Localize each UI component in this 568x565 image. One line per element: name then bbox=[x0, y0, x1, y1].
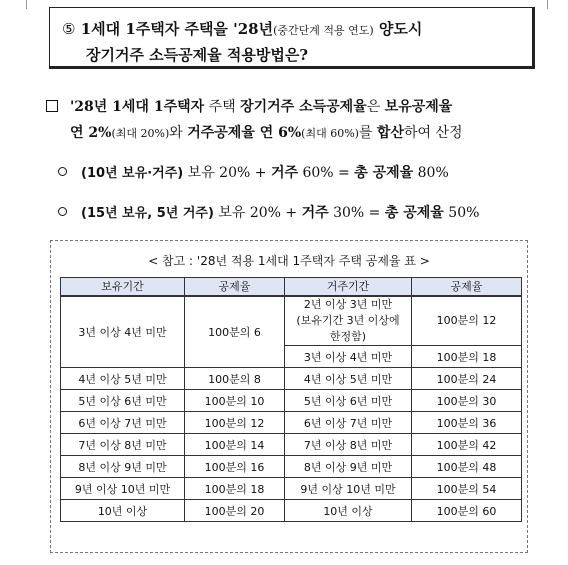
answer-text: 와 bbox=[169, 125, 188, 141]
page-edge-mark-left bbox=[26, 0, 27, 9]
answer-line-2 bbox=[70, 122, 463, 142]
answer-text: 주택 bbox=[204, 99, 241, 115]
holding-cell: 6년 이상 7년 미만 bbox=[61, 412, 185, 434]
example-text: 거주 bbox=[301, 205, 329, 221]
question-number: ⑤ bbox=[62, 20, 76, 38]
header-holding-rate: 공제율 bbox=[185, 278, 285, 296]
residence-rate-cell: 100분의 30 bbox=[412, 390, 522, 412]
holding-rate-cell: 100분의 18 bbox=[185, 478, 285, 500]
holding-rate-cell: 100분의 8 bbox=[185, 368, 285, 390]
example-total-label: 총 공제율 bbox=[384, 205, 444, 221]
residence-cell: 7년 이상 8년 미만 bbox=[285, 434, 412, 456]
residence-rate-cell: 100분의 36 bbox=[412, 412, 522, 434]
holding-cell: 9년 이상 10년 미만 bbox=[61, 478, 185, 500]
residence-rate-cell: 100분의 42 bbox=[412, 434, 522, 456]
residence-cell-line: (보유기간 3년 이상에 bbox=[296, 313, 400, 327]
residence-rate-cell: 100분의 24 bbox=[412, 368, 522, 390]
answer-highlight: 합산 bbox=[376, 125, 404, 141]
holding-rate-cell: 100분의 14 bbox=[185, 434, 285, 456]
answer-line-1 bbox=[46, 96, 452, 116]
residence-cell-line: 한정함) bbox=[329, 329, 367, 343]
example-total-label: 총 공제율 bbox=[354, 165, 414, 181]
header-residence-period: 거주기간 bbox=[285, 278, 412, 296]
residence-cell-line: 2년 이상 3년 미만 bbox=[303, 297, 393, 311]
answer-highlight: 보유공제율 bbox=[384, 99, 453, 115]
question-box bbox=[49, 7, 535, 69]
residence-rate-cell: 100분의 12 bbox=[412, 296, 522, 346]
question-line-2: 장기거주 소득공제율 적용방법은? bbox=[86, 46, 309, 64]
residence-rate-cell: 100분의 60 bbox=[412, 500, 522, 522]
residence-rate-cell: 100분의 48 bbox=[412, 456, 522, 478]
residence-cell: 8년 이상 9년 미만 bbox=[285, 456, 412, 478]
example-15yr bbox=[58, 202, 479, 222]
holding-cell: 7년 이상 8년 미만 bbox=[61, 434, 185, 456]
question-line-1 bbox=[62, 18, 422, 39]
question-text-a: 1세대 1주택자 주택을 '28년 bbox=[80, 20, 274, 38]
table-row bbox=[61, 390, 522, 412]
answer-subject: '28년 1세대 1주택자 bbox=[70, 99, 205, 115]
reference-title: < 참고 : '28년 적용 1세대 1주택자 주택 공제율 표 > bbox=[148, 254, 430, 268]
header-residence-rate: 공제율 bbox=[412, 278, 522, 296]
holding-rate-cell: 100분의 20 bbox=[185, 500, 285, 522]
example-text: 거주 bbox=[270, 165, 298, 181]
answer-text: 를 bbox=[358, 125, 377, 141]
page-edge-mark-right bbox=[547, 0, 548, 9]
table-row bbox=[61, 434, 522, 456]
table-row bbox=[61, 412, 522, 434]
residence-cell: 9년 이상 10년 미만 bbox=[285, 478, 412, 500]
holding-rate-cell: 100분의 16 bbox=[185, 456, 285, 478]
example-text: 보유 20% + bbox=[183, 165, 271, 181]
example-total-value: 50% bbox=[443, 205, 480, 221]
answer-note: (최대 60%) bbox=[301, 127, 359, 140]
example-prefix: (10년 보유·거주) bbox=[81, 166, 184, 181]
answer-highlight: 거주공제율 연 6% bbox=[187, 125, 302, 141]
circle-bullet-icon bbox=[58, 207, 67, 216]
holding-cell: 10년 이상 bbox=[61, 500, 185, 522]
table-row bbox=[61, 500, 522, 522]
question-paren-note: (중간단계 적용 연도) bbox=[273, 24, 374, 37]
residence-cell: 4년 이상 5년 미만 bbox=[285, 368, 412, 390]
holding-cell: 4년 이상 5년 미만 bbox=[61, 368, 185, 390]
answer-highlight: 연 2% bbox=[70, 125, 112, 141]
table-row bbox=[61, 456, 522, 478]
question-text-b: 양도시 bbox=[373, 20, 423, 38]
table-row bbox=[61, 368, 522, 390]
header-holding-period: 보유기간 bbox=[61, 278, 185, 296]
residence-rate-cell: 100분의 18 bbox=[412, 346, 522, 368]
circle-bullet-icon bbox=[58, 167, 67, 176]
residence-cell: 5년 이상 6년 미만 bbox=[285, 390, 412, 412]
residence-cell: 6년 이상 7년 미만 bbox=[285, 412, 412, 434]
residence-cell: 3년 이상 4년 미만 bbox=[285, 346, 412, 368]
answer-note: (최대 20%) bbox=[111, 127, 170, 140]
holding-cell: 8년 이상 9년 미만 bbox=[61, 456, 185, 478]
answer-text: 은 bbox=[366, 99, 385, 115]
deduction-table bbox=[60, 277, 522, 522]
example-prefix: (15년 보유, 5년 거주) bbox=[81, 206, 214, 221]
example-text: 60% = bbox=[298, 165, 355, 181]
example-10yr bbox=[58, 162, 449, 182]
table-row bbox=[61, 296, 522, 346]
holding-rate-cell: 100분의 12 bbox=[185, 412, 285, 434]
residence-cell bbox=[285, 296, 412, 346]
answer-highlight: 장기거주 소득공제율 bbox=[240, 99, 367, 115]
example-text: 보유 20% + bbox=[213, 205, 302, 221]
holding-rate-cell: 100분의 6 bbox=[185, 296, 285, 368]
square-bullet-icon bbox=[46, 100, 58, 112]
answer-text: 하여 산정 bbox=[403, 125, 463, 141]
residence-cell: 10년 이상 bbox=[285, 500, 412, 522]
holding-cell: 3년 이상 4년 미만 bbox=[61, 296, 185, 368]
table-header-row bbox=[61, 278, 522, 296]
residence-rate-cell: 100분의 54 bbox=[412, 478, 522, 500]
holding-rate-cell: 100분의 10 bbox=[185, 390, 285, 412]
example-text: 30% = bbox=[328, 205, 385, 221]
table-row bbox=[61, 478, 522, 500]
example-total-value: 80% bbox=[413, 165, 449, 181]
reference-box bbox=[50, 240, 528, 553]
holding-cell: 5년 이상 6년 미만 bbox=[61, 390, 185, 412]
